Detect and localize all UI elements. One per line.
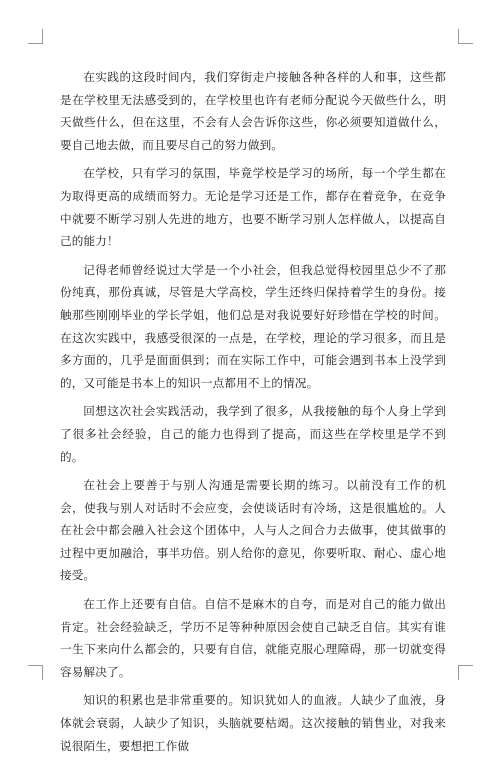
paragraph: 在实践的这段时间内，我们穿街走户接触各种各样的人和事，这些都是在学校里无法感受到的，在学校里也许有老师分配说今天做些什么，明天做些什么，但在这里，不会有人会告诉你这些，你必须要知道做什么，要自己地去做，而且要尽自己的努力做到。 [60,70,446,152]
paragraph: 在工作上还要有自信。自信不是麻木的自夸，而是对自己的能力做出肯定。社会经验缺乏，学历不足等种种原因会使自己缺乏自信。其实有谁一生下来向什么都会的，只要有自信，就能克服心理障碍，那一切就变得容易解决了。 [60,597,446,679]
crop-mark-bottom-right [458,665,473,680]
paragraph: 记得老师曾经说过大学是一个小社会，但我总觉得校园里总少不了那份纯真，那份真诚，尽管是大学高校，学生还终归保持着学生的身份。接触那些刚刚毕业的学长学姐，他们总是对我说要好好珍惜在学校的时间。在这次实践中，我感受很深的一点是，在学校，理论的学习很多，而且是多方面的，几乎是面面俱到；而在实际工作中，可能会遇到书本上没学到的，又可能是书本上的知识一点都用不上的情况。 [60,262,446,390]
paragraph: 在社会上要善于与别人沟通是需要长期的练习。以前没有工作的机会，使我与别人对话时不会应变，会使谈话时有冷场，这是很尴尬的。人在社会中都会融入社会这个团体中，人与人之间合力去做事，使其做事的过程中更加融洽，事半功倍。别人给你的意见，你要听取、耐心、虚心地接受。 [60,478,446,583]
paragraph: 在学校，只有学习的氛围，毕竟学校是学习的场所，每一个学生都在为取得更高的成绩而努力。无论是学习还是工作，都存在着竞争，在竞争中就要不断学习别人先进的地方，也要不断学习别人怎样做人，以提高自己的能力！ [60,166,446,249]
crop-mark-top-left [28,29,43,44]
crop-mark-top-right [458,29,473,44]
crop-mark-bottom-left [28,665,43,680]
document-body [60,66,446,763]
paragraph: 回想这次社会实践活动，我学到了很多，从我接触的每个人身上学到了很多社会经验，自己的能力也得到了提高，而这些在学校里是学不到的。 [60,404,446,464]
paragraph: 知识的积累也是非常重要的。知识犹如人的血液。人缺少了血液，身体就会衰弱，人缺少了知识，头脑就要枯竭。这次接触的销售业，对我来说很陌生，要想把工作做 [60,693,446,753]
